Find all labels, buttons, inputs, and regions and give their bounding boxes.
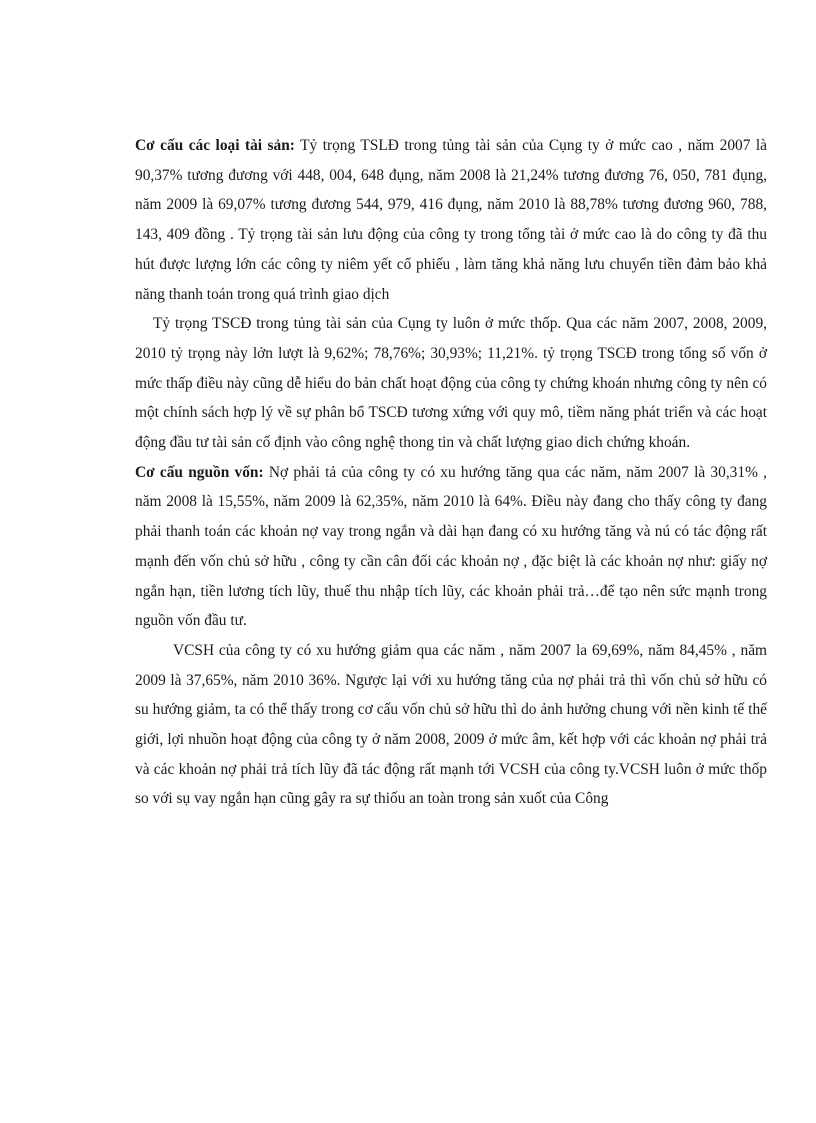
document-body [135,131,767,814]
heading-asset-structure: Cơ cấu các loại tài sản: [135,137,295,154]
paragraph-asset-structure [135,131,767,309]
heading-capital-structure: Cơ cấu nguồn vốn: [135,463,264,481]
paragraph-equity: VCSH của công ty có xu hướng giảm qua các năm , năm 2007 la 69,69%, năm 84,45% , năm 2009 là 37,65%, năm 2010 36%. Ngược lại với xu hướng tăng của nợ phải trả thì vốn chủ sở hữu có su hướng giảm, ta có thể thấy trong cơ cấu vốn chủ sở hữu thì do ảnh hưởng chung với nền kinh tế thế giới, lợi nhuồn hoạt động của công ty ở năm 2008, 2009 ở mức âm, kết hợp với các khoản nợ phải trả và các khoản nợ phải trả tích lũy đã tác động rất mạnh tới VCSH của công ty.VCSH luôn ở mức thốp so với sụ vay ngắn hạn cũng gây ra sự thiốu an toàn trong sản xuốt của Công [135,641,767,808]
paragraph-fixed-assets: Tỷ trọng TSCĐ trong tủng tài sản của Cụng ty luôn ở mức thốp. Qua các năm 2007, 2008, 2009, 2010 tỷ trọng này lởn lượt là 9,62%; 78,76%; 30,93%; 11,21%. tỷ trọng TSCĐ trong tổng số vốn ở mức thấp điều này cũng dễ hiểu do bản chất hoạt động của công ty chứng khoán nhưng công ty nên có một chính sách hợp lý về sự phân bổ TSCĐ tương xứng với quy mô, tiềm năng phát triển và các hoạt động đầu tư tài sản cố định vào công nghệ thong tin và chất lượng giao dich chứng khoán. [135,315,767,452]
paragraph-capital-structure [135,458,767,636]
paragraph-asset-structure-text: Tỷ trọng TSLĐ trong tủng tài sản của Cụng ty ở mức cao , năm 2007 là 90,37% tương đương với 448, 004, 648 đụng, năm 2008 là 21,24% tương đương 76, 050, 781 đụng, năm 2009 là 69,07% tương đương 544, 979, 416 đụng, năm 2010 là 88,78% tương đương 960, 788, 143, 409 đồng . Tỷ trọng tài sản lưu động của công ty trong tổng tài ở mức cao là do công ty đã thu hút được lượng lớn các công ty niêm yết cổ phiếu , làm tăng khả năng lưu chuyển tiền đảm bảo khả năng thanh toán trong quá trình giao dịch [135,137,767,303]
paragraph-capital-structure-text: Nợ phải tả của công ty có xu hướng tăng qua các năm, năm 2007 là 30,31% , năm 2008 là 15,55%, năm 2009 là 62,35%, năm 2010 là 64%. Điều này đang cho thấy công ty đang phải thanh toán các khoản nợ vay trong ngắn và dài hạn đang có xu hướng tăng và nú có tác động rất mạnh đến vốn chủ sở hữu , công ty cần cân đối các khoản nợ , đặc biệt là các khoản nợ như: giấy nợ ngắn hạn, tiền lương tích lũy, thuế thu nhập tích lũy, các khoản phải trả…để tạo nên sức mạnh trong nguồn vốn đầu tư. [135,463,767,630]
